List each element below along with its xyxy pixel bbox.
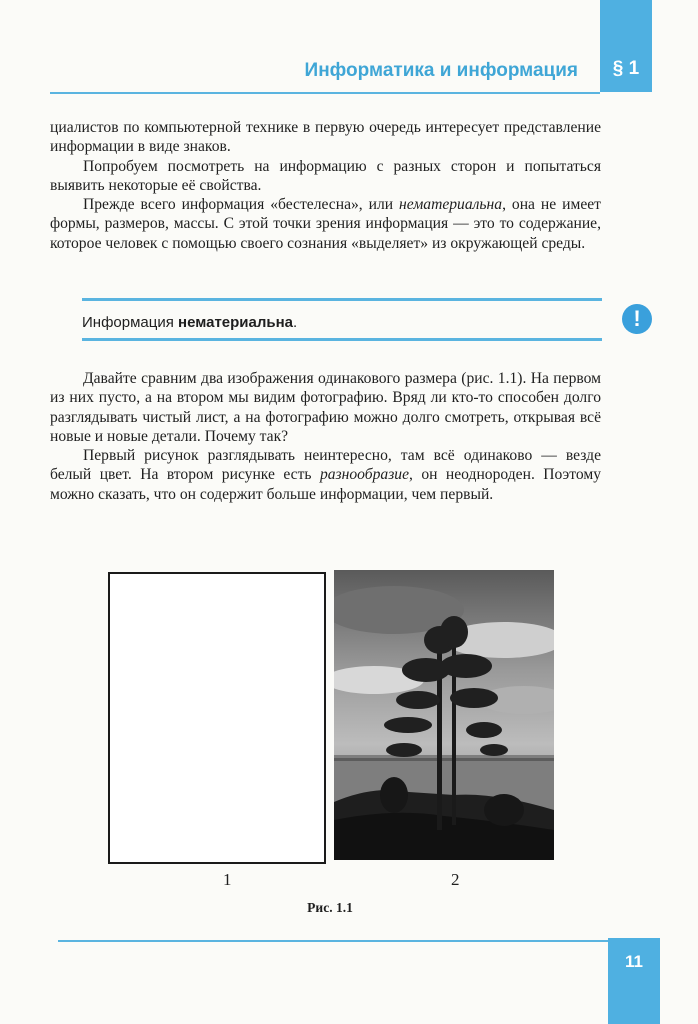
key-suffix: . [293, 314, 298, 331]
section-label: § 1 [612, 58, 640, 79]
emphasis-diversity: разнообразие [319, 466, 409, 484]
text-span: , она не имеет формы, размеров, массы. С этой точки зрения информация — это то содержание, которое человек с помощью своего сознания «выделяет» из окружающей среды. [50, 196, 601, 252]
paragraph-properties: Попробуем посмотреть на информацию с разных сторон и попытаться выявить некоторые её свойства. [50, 157, 601, 194]
text-span: , он неоднороден. Поэтому можно сказать, что он содержит больше информации, чем первый. [50, 466, 601, 503]
page-number: 11 [625, 952, 643, 971]
key-box-top-rule [82, 298, 602, 301]
exclamation-icon: ! [622, 304, 652, 334]
text-block-middle [50, 369, 601, 504]
footer-rule [58, 940, 608, 942]
key-box-bottom-rule [82, 338, 602, 341]
text-span: Первый рисунок разглядывать неинтересно, там всё одинаково — везде белый цвет. На втором рисунке есть [50, 447, 601, 484]
figure-label-1: 1 [223, 870, 232, 889]
paragraph-compare: Давайте сравним два изображения одинакового размера (рис. 1.1). На первом из них пусто, а на втором мы видим фотографию. Вряд ли кто-то способен долго разглядывать чистый лист, а на фотографию можно долго смотреть, открывая всё новые и новые детали. Почему так? [50, 370, 601, 445]
text-block-top [50, 118, 601, 253]
header-rule [50, 92, 600, 94]
figure-photo-pines [334, 570, 554, 860]
figure-label-2: 2 [451, 870, 460, 889]
key-prefix: Информация [82, 314, 179, 331]
running-header-title: Информатика и информация [304, 60, 578, 81]
paragraph-intangible [50, 195, 601, 253]
page-tab [608, 938, 660, 1024]
text-span: Прежде всего информация «бестелесна», или [83, 196, 400, 214]
figure-caption: Рис. 1.1 [307, 900, 353, 915]
key-statement [82, 314, 297, 331]
figure-empty-picture [108, 572, 326, 864]
paragraph-continuation: циалистов по компьютерной технике в первую очередь интересует представление информации в виде знаков. [50, 119, 601, 156]
emphasis-intangible: нематериальна [399, 196, 503, 214]
paragraph-diversity [50, 446, 601, 504]
section-tab [600, 0, 652, 92]
key-bold: нематериальна [178, 314, 294, 331]
